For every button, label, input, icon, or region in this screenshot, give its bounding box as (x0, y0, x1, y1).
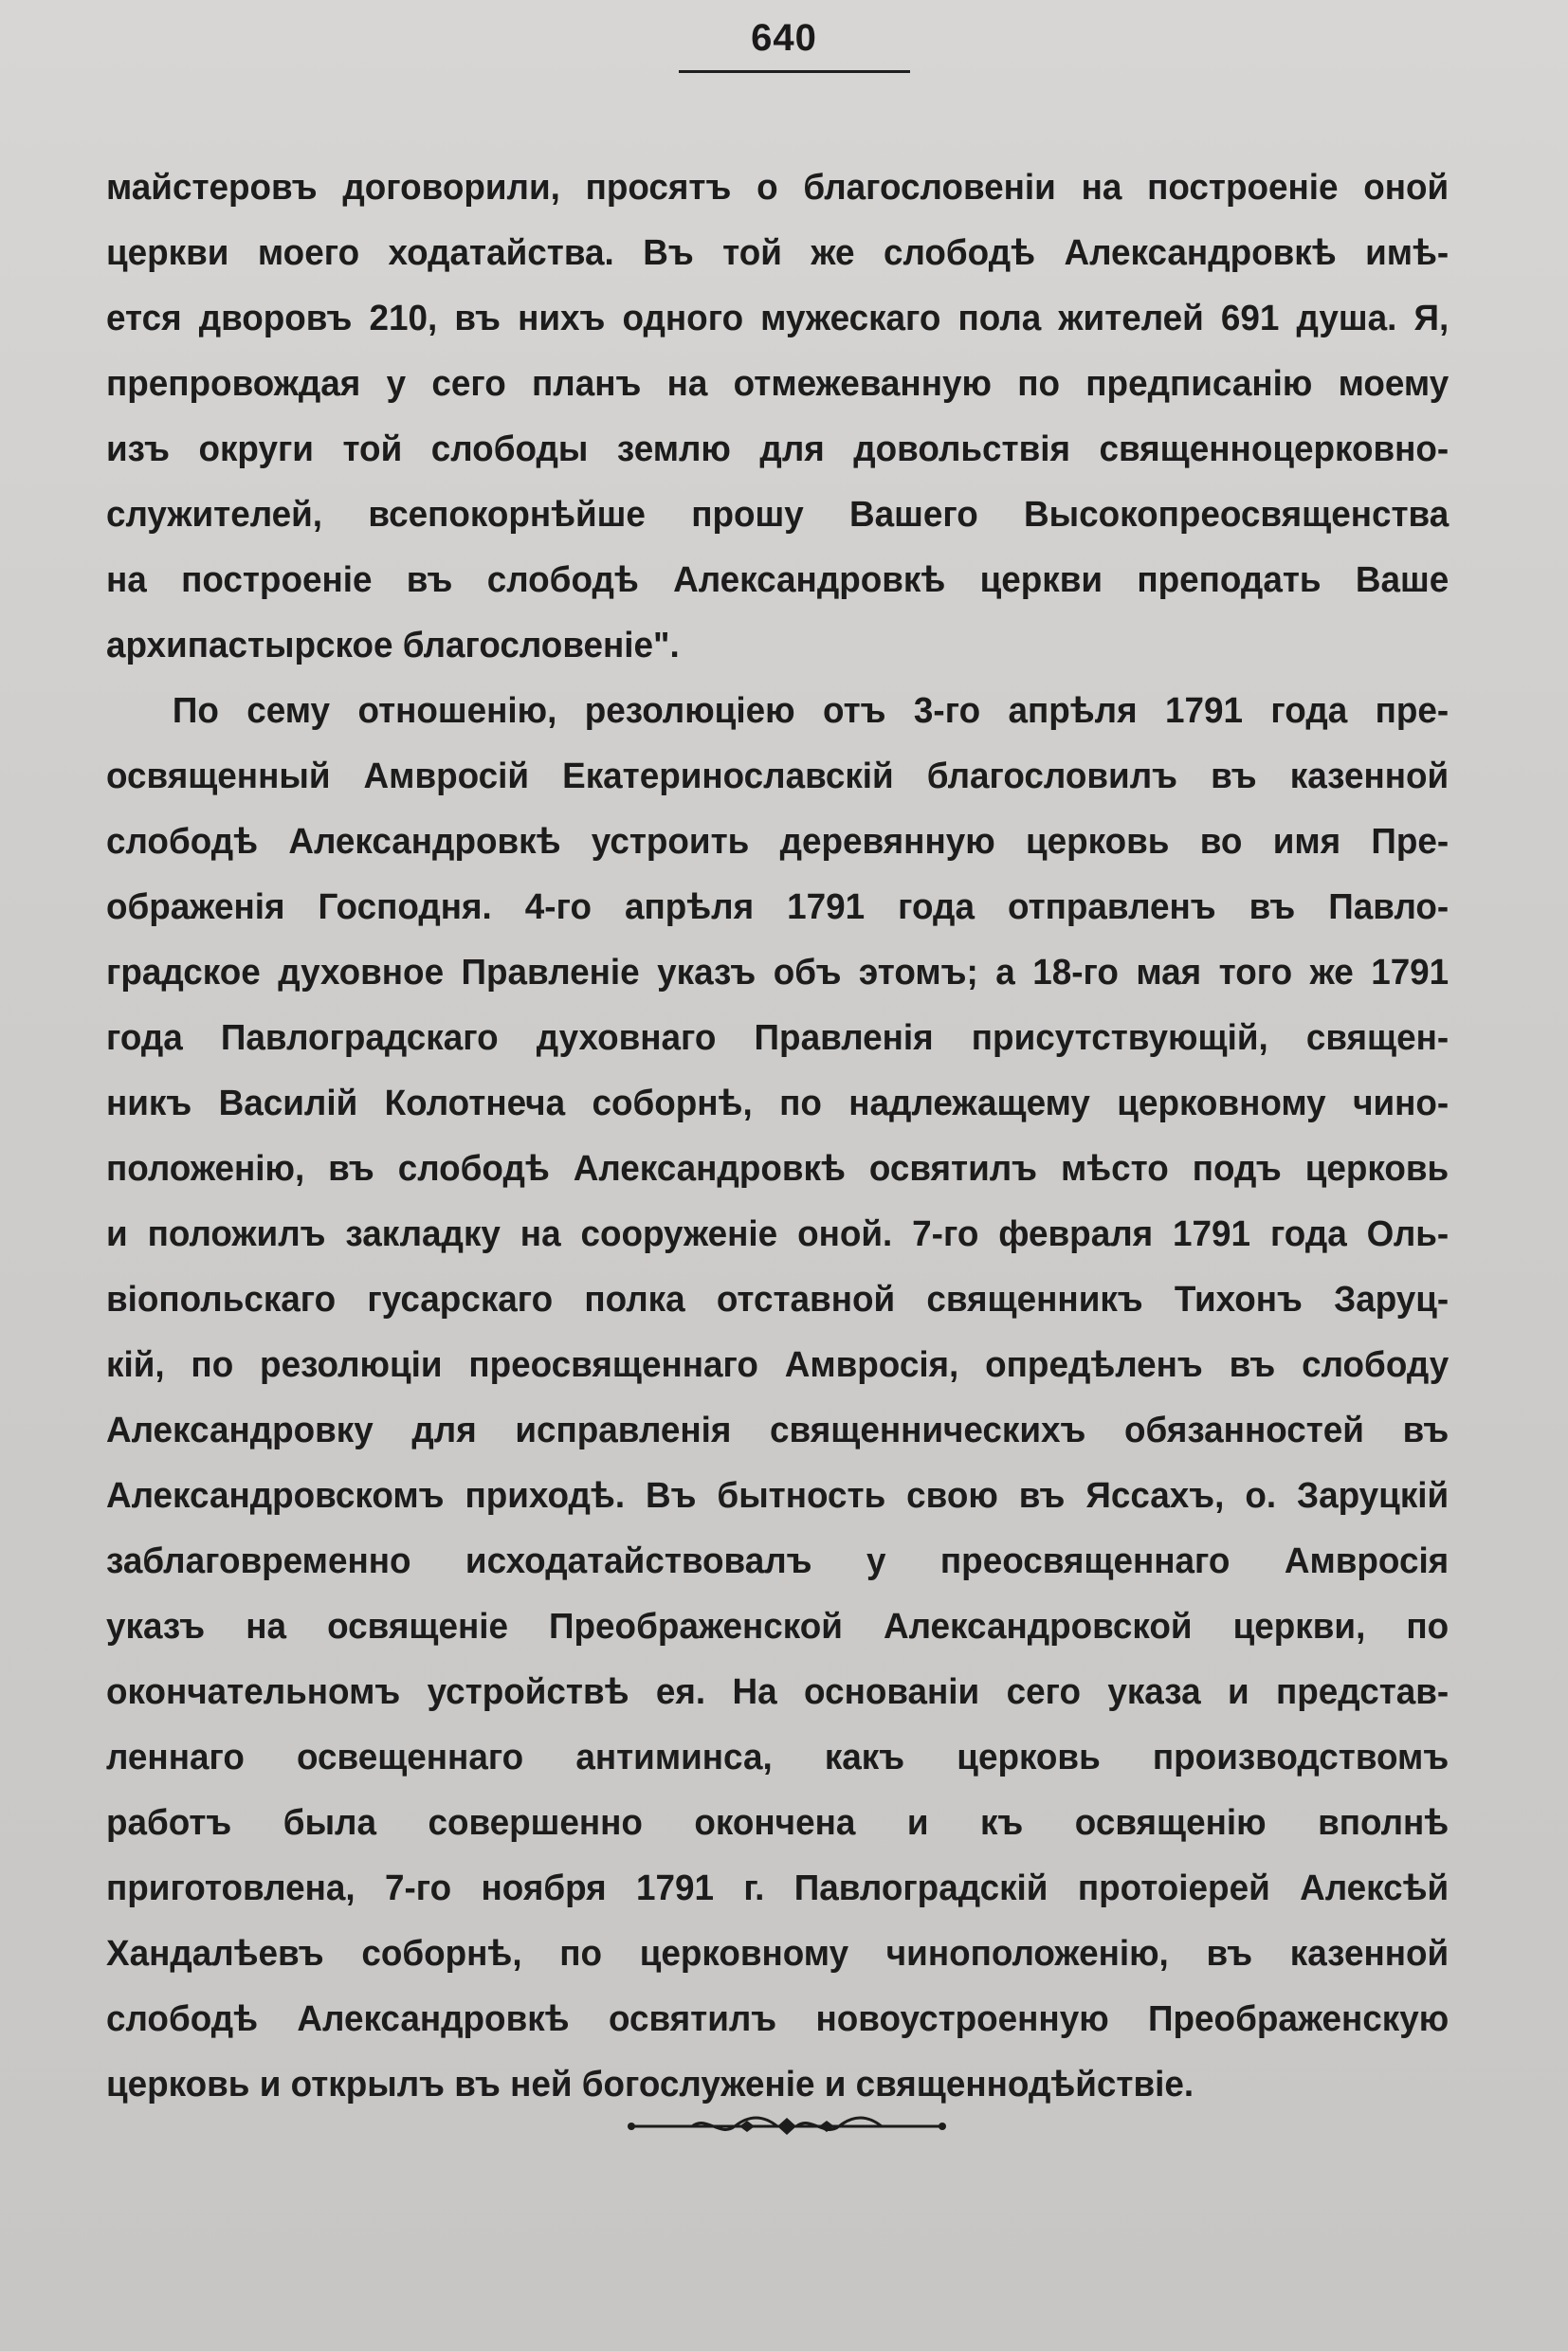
text-line: положенію, въ слободѣ Александровкѣ освятилъ мѣсто подъ церковь (106, 1149, 1449, 1189)
page-number-underline (679, 70, 910, 73)
paragraph-1 (106, 155, 1449, 679)
text-line: на построеніе въ слободѣ Александровкѣ церкви преподать Ваше (106, 560, 1449, 600)
text-line: изъ округи той слободы землю для довольствія священноцерковно- (106, 429, 1449, 469)
paragraph-2 (106, 679, 1449, 2118)
text-line: церковь и открылъ въ ней богослуженіе и священнодѣйствіе. (106, 2065, 1194, 2105)
text-line: слободѣ Александровкѣ устроить деревянную церковь во имя Пре- (106, 822, 1449, 862)
text-line: леннаго освещеннаго антиминса, какъ церковь производствомъ (106, 1738, 1449, 1777)
text-line: градское духовное Правленіе указъ объ этомъ; а 18-го мая того же 1791 (106, 953, 1449, 993)
text-line: майстеровъ договорили, просятъ о благословеніи на построеніе оной (106, 168, 1449, 208)
text-line: работъ была совершенно окончена и къ освященію вполнѣ (106, 1803, 1449, 1843)
text-line: віопольскаго гусарскаго полка отставной священникъ Тихонъ Заруц- (106, 1280, 1449, 1320)
ornament-divider-icon (626, 2112, 948, 2141)
page-number: 640 (751, 17, 817, 59)
text-line: года Павлоградскаго духовнаго Правленія присутствующій, священ- (106, 1018, 1449, 1058)
text-line: ображенія Господня. 4-го апрѣля 1791 года отправленъ въ Павло- (106, 887, 1449, 927)
text-line: Хандалѣевъ соборнѣ, по церковному чиноположенію, въ казенной (106, 1934, 1449, 1974)
text-line: освященный Амвросій Екатеринославскій благословилъ въ казенной (106, 756, 1449, 796)
text-line: архипастырское благословеніе". (106, 626, 680, 665)
text-line: и положилъ закладку на сооруженіе оной. 7-го февраля 1791 года Оль- (106, 1214, 1449, 1254)
text-line: ется дворовъ 210, въ нихъ одного мужескаго пола жителей 691 душа. Я, (106, 299, 1449, 338)
text-line: церкви моего ходатайства. Въ той же слободѣ Александровкѣ имѣ- (106, 233, 1449, 273)
text-line: Александровку для исправленія священническихъ обязанностей въ (106, 1411, 1449, 1450)
text-line: заблаговременно исходатайствовалъ у преосвященнаго Амвросія (106, 1541, 1449, 1581)
text-line: указъ на освященіе Преображенской Александровской церкви, по (106, 1607, 1449, 1647)
text-line: По сему отношенію, резолюціею отъ 3-го апрѣля 1791 года пре- (172, 691, 1449, 731)
text-line: приготовлена, 7-го ноября 1791 г. Павлоградскій протоіерей Алексѣй (106, 1868, 1449, 1908)
body-text (106, 155, 1449, 2118)
text-line: кій, по резолюціи преосвященнаго Амвросія, опредѣленъ въ слободу (106, 1345, 1449, 1385)
text-line: препровождая у сего планъ на отмежеванную по предписанію моему (106, 364, 1449, 404)
text-line: окончательномъ устройствѣ ея. На основаніи сего указа и представ- (106, 1672, 1449, 1712)
text-line: слободѣ Александровкѣ освятилъ новоустроенную Преображенскую (106, 1999, 1449, 2039)
text-line: Александровскомъ приходѣ. Въ бытность свою въ Яссахъ, о. Заруцкій (106, 1476, 1449, 1516)
text-line: служителей, всепокорнѣйше прошу Вашего Высокопреосвященства (106, 495, 1449, 535)
text-line: никъ Василій Колотнеча соборнѣ, по надлежащему церковному чино- (106, 1084, 1449, 1123)
